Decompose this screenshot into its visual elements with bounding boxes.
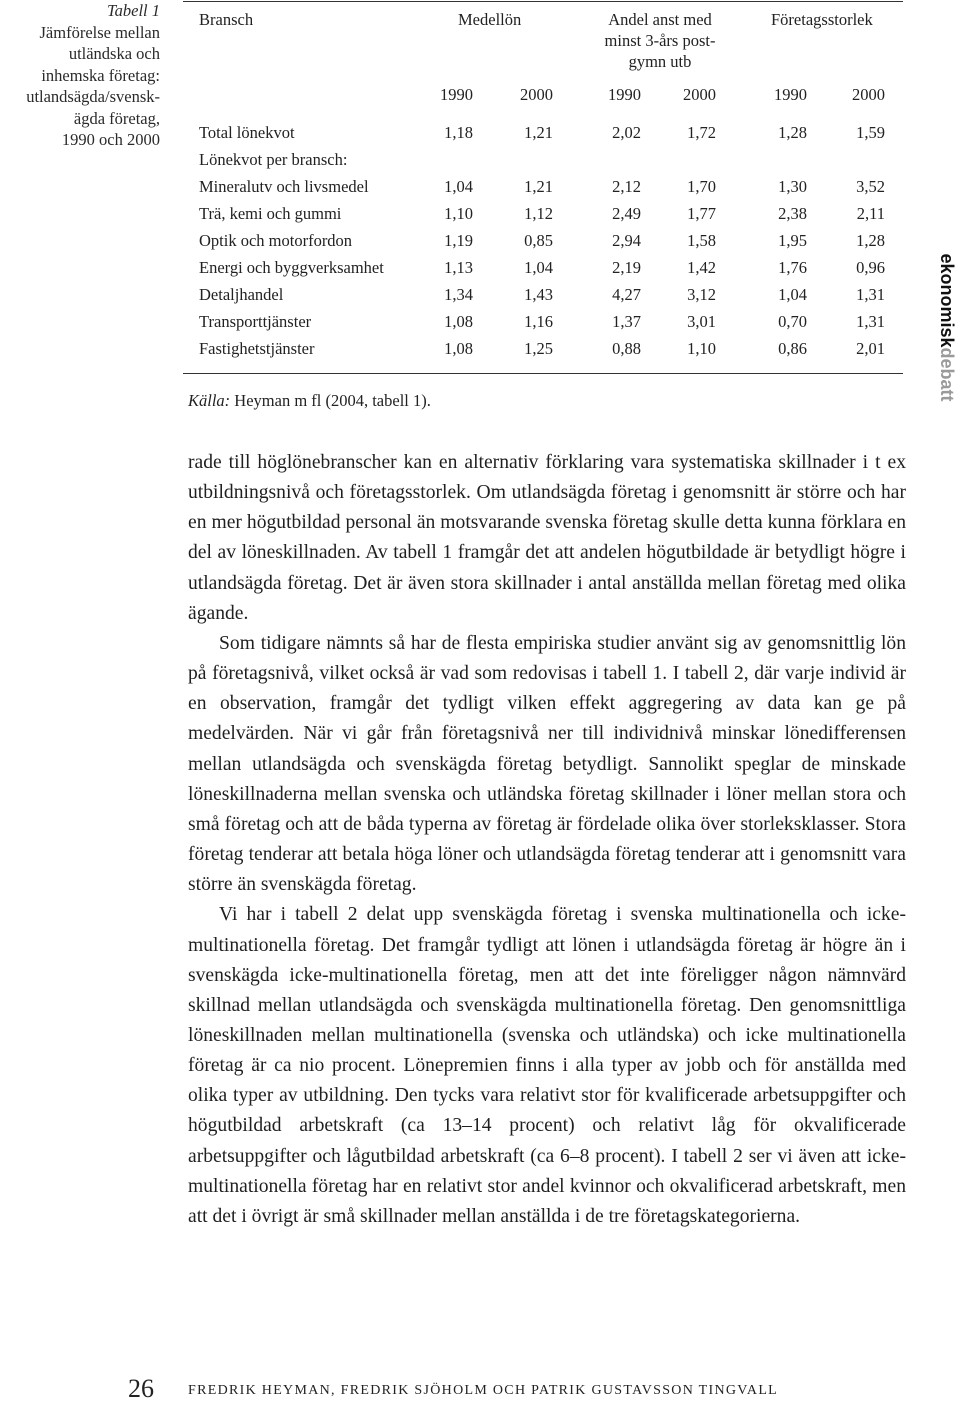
table-cell: 1,25	[524, 339, 553, 358]
table-cell: 4,27	[612, 285, 641, 304]
source-text: Heyman m fl (2004, tabell 1).	[230, 391, 431, 410]
table-cell: 1,28	[856, 231, 885, 250]
header-bransch: Bransch	[199, 10, 254, 29]
table-cell: 0,70	[778, 312, 807, 331]
paragraph: Som tidigare nämnts så har de flesta empiriska studier använt sig av genomsnittlig lön på företagsnivå, vilket också är vad som redovisas i tabell 1. I tabell 2, där varje individ är en observation, framgår det tydligt vilken effekt aggregering av data kan ge på medelvärden. När vi går från företagsnivå ner till individnivå minskar lönedifferensen mellan utlandsägda och svenskägda företag betydligt. Sannolikt speglar de minskade löneskillnaderna mellan svenska och utländska företag skillnader i löner mellan stora och små företag och att de båda typerna av företag är fördelade olika över storleksklasser. Stora företag tenderar att betala höga löner och utlandsägda företag tenderar att i genomsnitt vara större än svenskägda företag.	[188, 632, 906, 896]
caption-line: Jämförelse mellan	[39, 22, 160, 42]
table-cell: 1,43	[524, 285, 553, 304]
header-andel-line3: gymn utb	[628, 52, 692, 71]
table-cell: 0,86	[778, 339, 807, 358]
table-cell: 2,01	[856, 339, 885, 358]
paragraph: rade till höglönebranscher kan en alternativ förklaring vara systematiska skillnader i t ex utbildningsnivå och företagsstorlek. Om utlandsägda företag i genomsnitt är större och har en mer högutbildad personal än motsvarande svenska företag skulle detta kunna förklara en del av löneskillnaden. Av tabell 1 framgår det att andelen högutbildade är betydligt högre i utlandsägda företag. Det är även stora skillnader i antal anställda mellan företag med olika ägande.	[188, 452, 906, 624]
row-label: Energi och byggverksamhet	[199, 258, 384, 277]
table-cell: 1,31	[856, 285, 885, 304]
caption-line: inhemska företag:	[41, 65, 160, 85]
table-cell: 1,30	[778, 177, 807, 196]
caption-line: utlandsägda/svensk-	[26, 87, 160, 106]
table-cell: 1,59	[856, 123, 885, 142]
table-cell: 1,76	[778, 258, 807, 277]
table-cell: 2,19	[612, 258, 641, 277]
table-cell: 1,58	[687, 231, 716, 250]
header-year: 1990	[608, 85, 641, 104]
brand-text	[934, 245, 960, 410]
row-label: Mineralutv och livsmedel	[199, 177, 369, 196]
source-label: Källa:	[188, 391, 231, 410]
brand-part2: debatt	[937, 347, 957, 402]
table-cell: 1,21	[524, 177, 553, 196]
table-cell: 0,88	[612, 339, 641, 358]
caption-label: Tabell 1	[106, 1, 160, 20]
table-cell: 1,72	[687, 123, 716, 142]
table-cell: 1,10	[444, 204, 473, 223]
row-label: Fastighetstjänster	[199, 339, 315, 358]
header-year: 2000	[683, 85, 716, 104]
brand-vertical	[934, 215, 960, 402]
page-number: 26	[128, 1374, 154, 1403]
header-year: 1990	[440, 85, 473, 104]
table-cell: 1,95	[778, 231, 807, 250]
table-cell: 1,70	[687, 177, 716, 196]
paragraph: Vi har i tabell 2 delat upp svenskägda företag i svenska multinationella och icke-multinationella företag. Det framgår tydligt att lönen i utlandsägda företag är högre än i svenskägda icke-multinationella företag, men att det inte föreligger någon nämnvärd skillnad mellan utlandsägda och svenskägda multinationella företag. Den genomsnittliga löneskillnaden mellan multinationella (svenska och utländska) och icke multinationella företag är ca nio procent. Lönepremien finns i alla typer av jobb och för anställda med olika typer av utbildning. Den tycks vara relativt stor för kvalificerade arbetsuppgifter och högutbildad arbetskraft (ca 13–14 procent) och relativt låg för okvalificerade arbetsuppgifter och lågutbildad arbetskraft (ca 6–8 procent). I tabell 2 ser vi även att icke-multinationella företag har en relativt stor andel kvinnor och okvalificerad arbetskraft, men att det i övrigt är små skillnader mellan anställda i de tre företagskategorierna.	[188, 904, 906, 1227]
header-andel-line1: Andel anst med	[608, 10, 712, 29]
table-cell: 1,12	[524, 204, 553, 223]
table-cell: 2,38	[778, 204, 807, 223]
table-cell: 1,18	[444, 123, 473, 142]
table-cell: 2,11	[856, 204, 885, 223]
table-cell: 1,04	[444, 177, 473, 196]
table-cell: 3,12	[687, 285, 716, 304]
row-label: Lönekvot per bransch:	[199, 150, 348, 169]
caption-line: ägda företag,	[73, 108, 160, 128]
header-year: 1990	[774, 85, 807, 104]
table-top-rule	[183, 1, 903, 2]
row-label: Optik och motorfordon	[199, 231, 353, 250]
table-cell: 3,01	[687, 312, 716, 331]
table-cell: 2,12	[612, 177, 641, 196]
table-cell: 1,10	[687, 339, 716, 358]
table-cell: 2,94	[612, 231, 641, 250]
table-cell: 0,96	[856, 258, 885, 277]
table-cell: 0,85	[524, 231, 553, 250]
table-cell: 1,28	[778, 123, 807, 142]
table-cell: 1,04	[524, 258, 553, 277]
header-foretagsstorlek: Företagsstorlek	[771, 10, 873, 29]
table-cell: 1,19	[444, 231, 473, 250]
table-bottom-rule	[183, 373, 903, 374]
table-cell: 1,04	[778, 285, 807, 304]
header-year: 2000	[852, 85, 885, 104]
header-andel-line2: minst 3-års post-	[604, 31, 716, 50]
row-label: Detaljhandel	[199, 285, 284, 304]
table-cell: 1,21	[524, 123, 553, 142]
row-label: Transporttjänster	[199, 312, 312, 331]
table-source	[188, 391, 431, 411]
table-cell: 1,08	[444, 312, 473, 331]
header-year: 2000	[520, 85, 553, 104]
table-cell: 3,52	[856, 177, 885, 196]
caption-line: 1990 och 2000	[61, 130, 160, 149]
table-cell: 1,13	[444, 258, 473, 277]
row-label: Total lönekvot	[199, 123, 295, 142]
running-footer-authors: FREDRIK HEYMAN, FREDRIK SJÖHOLM OCH PATRIK GUSTAVSSON TINGVALL	[188, 1383, 779, 1398]
header-medellon: Medellön	[458, 10, 522, 29]
table-cell: 1,34	[444, 285, 473, 304]
table-cell: 1,16	[524, 312, 553, 331]
article-body	[188, 448, 906, 1232]
table-cell: 1,31	[856, 312, 885, 331]
table-cell: 2,49	[612, 204, 641, 223]
table-cell: 1,42	[687, 258, 716, 277]
table-cell: 1,37	[612, 312, 641, 331]
table-cell: 2,02	[612, 123, 641, 142]
brand-part1: ekonomisk	[937, 253, 957, 348]
table-caption	[0, 0, 160, 151]
row-label: Trä, kemi och gummi	[199, 204, 342, 223]
table-cell: 1,08	[444, 339, 473, 358]
caption-line: utländska och	[68, 44, 160, 63]
table-cell: 1,77	[687, 204, 716, 223]
